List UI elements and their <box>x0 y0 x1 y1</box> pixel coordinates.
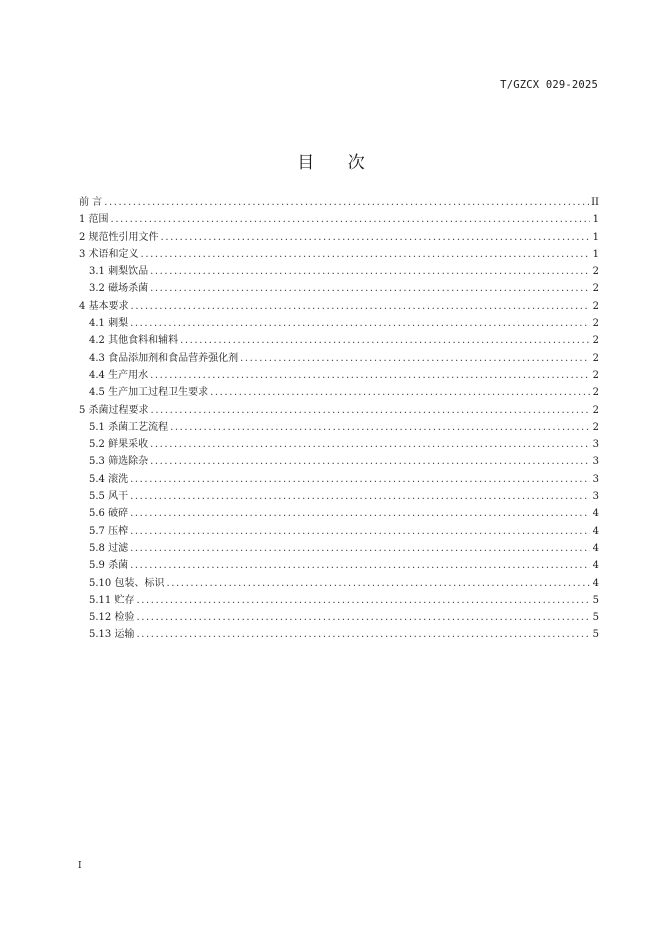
toc-entry-label: 5.8 过滤 <box>89 542 129 554</box>
toc-entry-label: 5.1 杀菌工艺流程 <box>89 421 169 433</box>
toc-entry-page: 2 <box>592 352 599 364</box>
toc-entry-label: 4.3 食品添加剂和食品营养强化剂 <box>89 352 239 364</box>
toc-entry-page: 4 <box>592 525 599 537</box>
toc-entry-label: 1 范围 <box>79 214 109 226</box>
toc-leader-dots <box>151 402 590 419</box>
toc-entry-page: 3 <box>592 439 599 451</box>
toc-entry-page: 5 <box>592 612 599 624</box>
toc-entry-page: 4 <box>592 542 599 554</box>
toc-entry-3-1[interactable] <box>79 263 599 280</box>
toc-entry-4-2[interactable] <box>79 332 599 349</box>
toc-entry-page: 5 <box>592 629 599 641</box>
toc-entry-label: 5.13 运输 <box>89 629 135 641</box>
toc-entry-page: 2 <box>592 335 599 347</box>
toc-leader-dots <box>161 229 590 246</box>
toc-leader-dots <box>150 280 590 297</box>
toc-leader-dots <box>136 626 590 643</box>
toc-leader-dots <box>130 315 590 332</box>
toc-entry-page: 2 <box>592 369 599 381</box>
toc-entry-page: 2 <box>592 300 599 312</box>
toc-entry-label: 3.1 刺梨饮品 <box>89 266 149 278</box>
toc-leader-dots <box>130 505 590 522</box>
toc-leader-dots <box>210 384 590 401</box>
toc-entry-5-1[interactable] <box>79 419 599 436</box>
toc-leader-dots <box>130 557 590 574</box>
toc-entry-page: 4 <box>592 560 599 572</box>
toc-leader-dots <box>130 471 590 488</box>
toc-entry-4-1[interactable] <box>79 315 599 332</box>
toc-leader-dots <box>240 350 590 367</box>
toc-entry-page: 2 <box>592 404 599 416</box>
toc-leader-dots <box>131 298 590 315</box>
table-of-contents <box>79 194 599 644</box>
toc-entry-label: 5.7 压榨 <box>89 525 129 537</box>
toc-entry-page: 3 <box>592 491 599 503</box>
toc-title: 目 次 <box>297 153 379 173</box>
toc-entry-5-8[interactable] <box>79 540 599 557</box>
toc-entry-page: 1 <box>592 248 599 260</box>
toc-entry-page: II <box>591 197 599 208</box>
toc-entry-page: 2 <box>592 387 599 399</box>
toc-entry-label: 4.4 生产用水 <box>89 369 149 381</box>
toc-entry-2[interactable] <box>79 229 599 246</box>
toc-entry-5-4[interactable] <box>79 471 599 488</box>
toc-entry-label: 5.6 破碎 <box>89 508 129 520</box>
toc-entry-label: 4.1 刺梨 <box>89 318 129 330</box>
toc-leader-dots <box>104 194 589 211</box>
toc-entry-5-6[interactable] <box>79 505 599 522</box>
toc-entry-page: 2 <box>592 318 599 330</box>
toc-entry-1[interactable] <box>79 211 599 228</box>
toc-leader-dots <box>136 609 590 626</box>
toc-entry-label: 5.3 筛选除杂 <box>89 456 149 468</box>
toc-entry-page: 1 <box>592 231 599 243</box>
toc-entry-5-3[interactable] <box>79 453 599 470</box>
toc-entry-foreword[interactable] <box>79 194 599 211</box>
toc-entry-5-7[interactable] <box>79 523 599 540</box>
toc-leader-dots <box>111 211 590 228</box>
toc-entry-5-2[interactable] <box>79 436 599 453</box>
toc-leader-dots <box>136 592 590 609</box>
toc-entry-5[interactable] <box>79 402 599 419</box>
toc-entry-page: 1 <box>592 214 599 226</box>
toc-entry-page: 4 <box>592 508 599 520</box>
toc-entry-label: 5.4 滚洗 <box>89 473 129 485</box>
toc-entry-label: 5.12 检验 <box>89 612 135 624</box>
toc-entry-5-5[interactable] <box>79 488 599 505</box>
toc-entry-5-11[interactable] <box>79 592 599 609</box>
toc-entry-page: 2 <box>592 266 599 278</box>
toc-entry-page: 4 <box>592 577 599 589</box>
toc-entry-4-3[interactable] <box>79 350 599 367</box>
toc-leader-dots <box>170 419 590 436</box>
toc-entry-4-5[interactable] <box>79 384 599 401</box>
toc-leader-dots <box>130 540 590 557</box>
toc-leader-dots <box>150 263 590 280</box>
toc-entry-3-2[interactable] <box>79 280 599 297</box>
toc-entry-5-9[interactable] <box>79 557 599 574</box>
toc-entry-label: 5.2 鲜果采收 <box>89 439 149 451</box>
toc-leader-dots <box>130 523 590 540</box>
document-code: T/GZCX 029-2025 <box>500 79 598 91</box>
toc-entry-5-13[interactable] <box>79 626 599 643</box>
toc-entry-label: 4 基本要求 <box>79 300 129 312</box>
toc-entry-page: 2 <box>592 283 599 295</box>
toc-entry-label: 5.9 杀菌 <box>89 560 129 572</box>
toc-leader-dots <box>166 575 590 592</box>
page-number: I <box>78 861 82 871</box>
toc-entry-label: 3 术语和定义 <box>79 248 139 260</box>
toc-entry-label: 5.5 风干 <box>89 491 129 503</box>
toc-entry-label: 5.11 贮存 <box>89 594 135 606</box>
toc-entry-5-10[interactable] <box>79 575 599 592</box>
toc-leader-dots <box>180 332 590 349</box>
toc-entry-label: 4.2 其他食料和辅料 <box>89 335 179 347</box>
toc-leader-dots <box>141 246 590 263</box>
toc-leader-dots <box>150 367 590 384</box>
toc-leader-dots <box>130 488 590 505</box>
toc-entry-4[interactable] <box>79 298 599 315</box>
toc-entry-label: 3.2 磁场杀菌 <box>89 283 149 295</box>
toc-entry-4-4[interactable] <box>79 367 599 384</box>
toc-leader-dots <box>150 436 590 453</box>
toc-leader-dots <box>150 453 590 470</box>
toc-entry-3[interactable] <box>79 246 599 263</box>
toc-entry-label: 2 规范性引用文件 <box>79 231 159 243</box>
toc-entry-label: 5 杀菌过程要求 <box>79 404 149 416</box>
toc-entry-5-12[interactable] <box>79 609 599 626</box>
toc-entry-label: 前 言 <box>79 197 103 208</box>
toc-entry-label: 5.10 包装、标识 <box>89 577 165 589</box>
toc-entry-page: 2 <box>592 421 599 433</box>
toc-entry-page: 3 <box>592 456 599 468</box>
toc-entry-label: 4.5 生产加工过程卫生要求 <box>89 387 209 399</box>
toc-entry-page: 3 <box>592 473 599 485</box>
toc-entry-page: 5 <box>592 594 599 606</box>
